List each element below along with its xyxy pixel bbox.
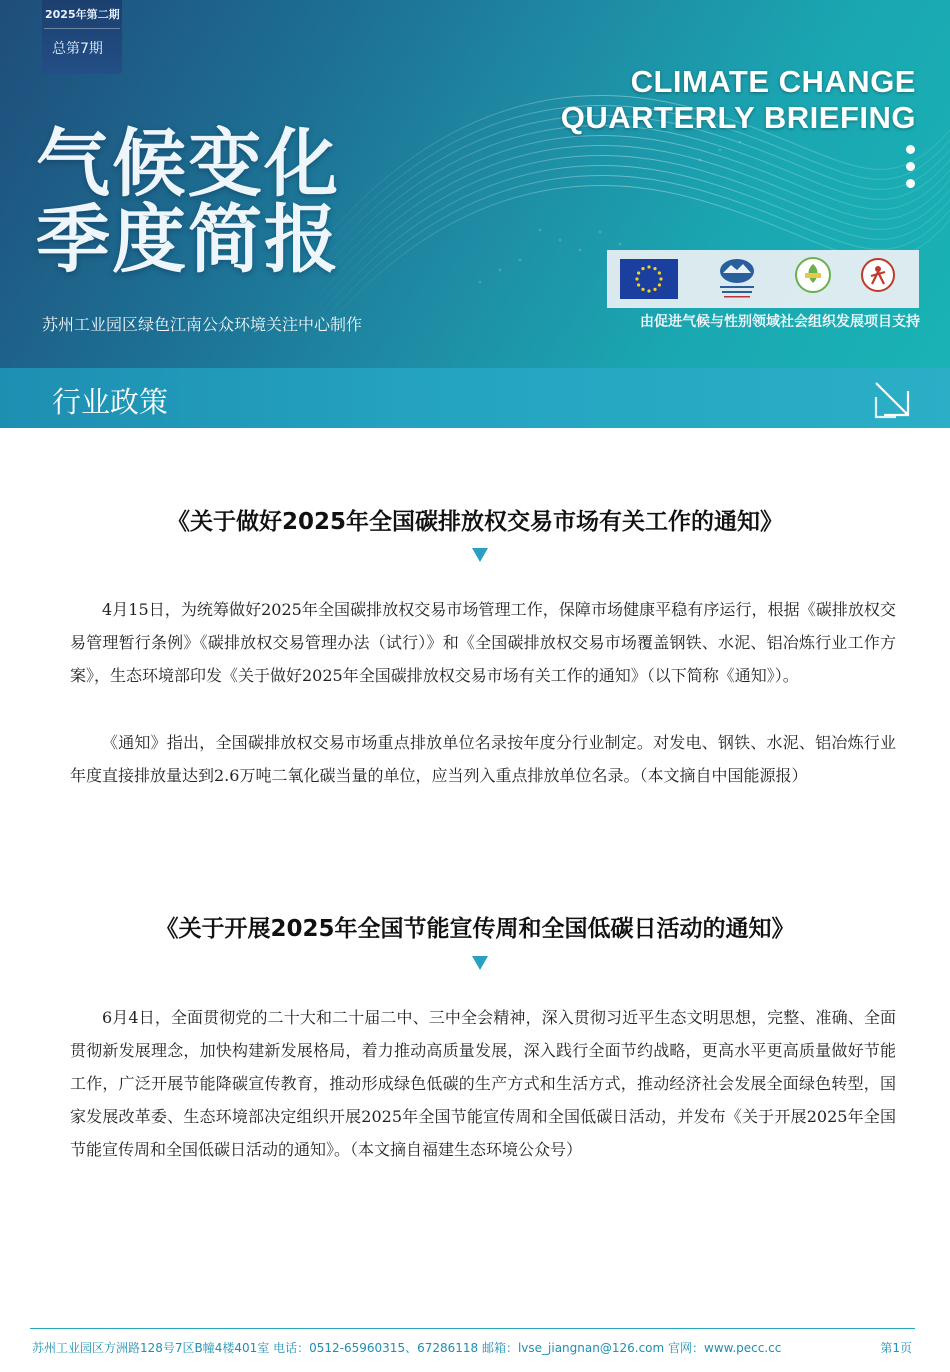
footer-divider xyxy=(30,1328,915,1329)
support-text: 由促进气候与性别领域社会组织发展项目支持 xyxy=(640,314,920,330)
title-en-line2: QUARTERLY BRIEFING xyxy=(560,100,916,135)
eu-flag-logo xyxy=(620,259,678,299)
article-2-title: 《关于开展2025年全国节能宣传周和全国低碳日活动的通知》 xyxy=(155,916,795,942)
issue-year: 2025年第二期 xyxy=(45,8,120,21)
title-cn-line1: 气候变化 xyxy=(36,121,340,207)
green-jiangnan-logo xyxy=(795,257,831,293)
issue-divider xyxy=(44,28,120,29)
partner-logos xyxy=(607,250,919,308)
title-cn-line2: 季度简报 xyxy=(36,197,340,283)
article-1-title: 《关于做好2025年全国碳排放权交易市场有关工作的通知》 xyxy=(166,509,783,535)
article-1-paragraph-2: 《通知》指出，全国碳排放权交易市场重点排放单位名录按年度分行业制定。对发电、钢铁、水泥、铝冶炼行业年度直接排放量达到2.6万吨二氧化碳当量的单位，应当列入重点排放单位名录。（本文摘自中国能源报） xyxy=(70,733,896,785)
arrow-down-right-icon xyxy=(872,379,914,421)
title-en-line1: CLIMATE CHANGE xyxy=(630,64,916,99)
article-2-paragraph-1: 6月4日，全面贯彻党的二十大和二十届二中、三中全会精神，深入贯彻习近平生态文明思想，完整、准确、全面贯彻新发展理念，加快构建新发展格局，着力推动高质量发展，深入践行全面节约战略，更高水平更高质量做好节能工作，广泛开展节能降碳宣传教育，推动形成绿色低碳的生产方式和生活方式，推动经济社会发展全面绿色转型，国家发展改革委、生态环境部决定组织开展2025年全国节能宣传周和全国低碳日活动，并发布《关于开展2025年全国节能宣传周和全国低碳日活动的通知》。（本文摘自福建生态环境公众号） xyxy=(70,1008,896,1159)
issue-total: 总第7期 xyxy=(52,41,103,57)
section-title: 行业政策 xyxy=(52,385,169,419)
section-bar xyxy=(0,368,950,428)
cango-logo xyxy=(717,256,757,286)
dots-decoration xyxy=(906,145,916,191)
page-number: 第1页 xyxy=(880,1341,912,1355)
triangle-down-icon xyxy=(472,548,488,562)
header-banner xyxy=(0,0,950,368)
footer-contact: 苏州工业园区方洲路128号7区B幢4楼401室 电话：0512-65960315、67286118 邮箱：lvse_jiangnan@126.com 官网：www.pecc.cc xyxy=(32,1341,782,1355)
triangle-down-icon xyxy=(472,956,488,970)
partner-red-logo xyxy=(861,258,895,292)
article-1-paragraph-1: 4月15日，为统筹做好2025年全国碳排放权交易市场管理工作，保障市场健康平稳有序运行，根据《碳排放权交易管理暂行条例》《碳排放权交易管理办法（试行）》和《全国碳排放权交易市场覆盖钢铁、水泥、铝冶炼行业工作方案》，生态环境部印发《关于做好2025年全国碳排放权交易市场有关工作的通知》（以下简称《通知》）。 xyxy=(70,600,896,685)
producer-text: 苏州工业园区绿色江南公众环境关注中心制作 xyxy=(42,315,363,334)
